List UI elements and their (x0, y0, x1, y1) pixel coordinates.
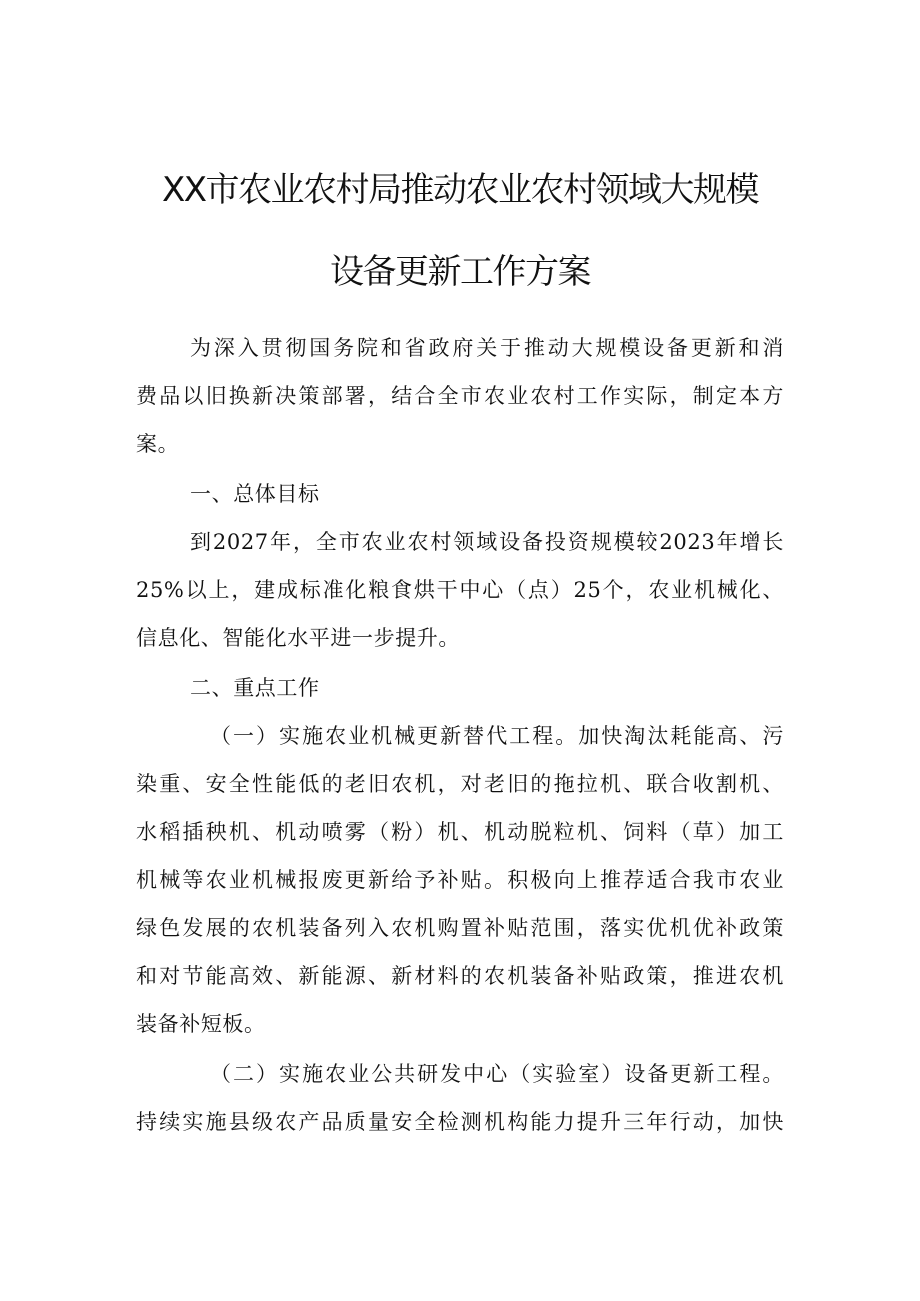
work1-line-6: 和对节能高效、新能源、新材料的农机装备补贴政策，推进农机 (136, 964, 784, 988)
goal-line-2: 25%以上，建成标准化粮食烘干中心（点）25个，农业机械化、 (136, 578, 784, 602)
document-title-line-1: XX市农业农村局推动农业农村领域大规模 (161, 170, 759, 210)
work1-line-5: 绿色发展的农机装备列入农机购置补贴范围，落实优机优补政策 (136, 916, 784, 940)
work2-line-2: 持续实施县级农产品质量安全检测机构能力提升三年行动，加快 (136, 1110, 784, 1134)
document-title-line-2: 设备更新工作方案 (330, 252, 590, 292)
intro-line-1: 为深入贯彻国务院和省政府关于推动大规模设备更新和消 (190, 336, 784, 360)
section-heading-key-work: 二、重点工作 (190, 676, 320, 700)
work1-line-2: 染重、安全性能低的老旧农机，对老旧的拖拉机、联合收割机、 (136, 772, 784, 796)
work2-line-1: （二）实施农业公共研发中心（实验室）设备更新工程。 (210, 1062, 784, 1086)
intro-line-3: 案。 (136, 432, 180, 456)
section-heading-overall-goal: 一、总体目标 (190, 482, 320, 506)
intro-line-2: 费品以旧换新决策部署，结合全市农业农村工作实际，制定本方 (136, 384, 784, 408)
work1-line-3: 水稻插秧机、机动喷雾（粉）机、机动脱粒机、饲料（草）加工 (136, 820, 784, 844)
work1-line-7: 装备补短板。 (136, 1012, 266, 1036)
work1-line-1: （一）实施农业机械更新替代工程。加快淘汰耗能高、污 (210, 724, 784, 748)
goal-line-1: 到2027年，全市农业农村领域设备投资规模较2023年增长 (190, 530, 784, 554)
work1-line-4: 机械等农业机械报废更新给予补贴。积极向上推荐适合我市农业 (136, 868, 784, 892)
goal-line-3: 信息化、智能化水平进一步提升。 (136, 626, 460, 650)
